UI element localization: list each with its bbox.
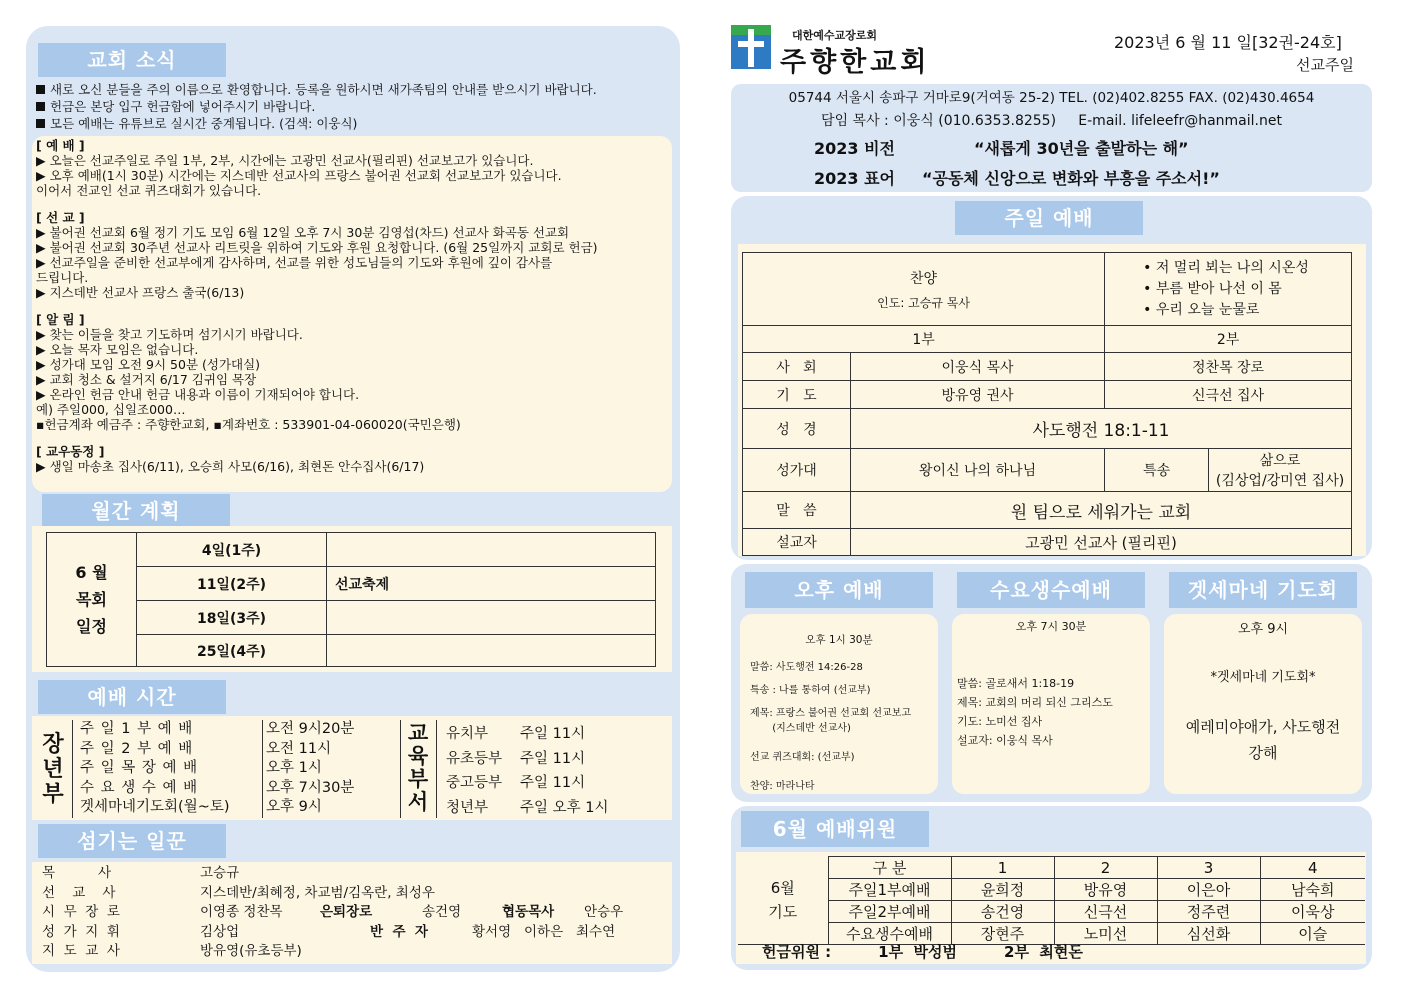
special-song: 삶으로 (김상업/강미연 집사) [1209, 449, 1352, 492]
vision-label: 2023 비전 [814, 139, 896, 158]
edu-label: 교육부서 [407, 721, 429, 814]
address: 05744 서울시 송파구 거마로9(거여동 25-2) TEL. (02)402.8255 FAX. (02)430.4654 [788, 90, 1315, 106]
date-line: 2023년 6 월 11 일[32권-24호] [1114, 33, 1342, 52]
section-line: ▶ 선교주일을 준비한 선교부에게 감사하며, 선교를 위한 성도님들의 기도와 후원에 깊이 감사를 [36, 255, 553, 270]
monthly-date: 25일(4주) [137, 635, 327, 667]
praise-songs: • 저 멀리 뵈는 나의 시온성 • 부름 받아 나선 이 몸 • 우리 오늘 눈물로 [1105, 253, 1352, 326]
section-line: ▶ 불어권 선교회 6월 정기 기도 모임 6월 12일 오후 7시 30분 김영섭(차드) 선교사 화곡동 선교회 [36, 225, 570, 240]
committee-col: 4 [1260, 857, 1365, 879]
table-cell: 주일1부예배 [828, 879, 951, 901]
list-item: 유치부 주일 11시 [446, 726, 586, 742]
table-cell: 주일2부예배 [828, 901, 951, 923]
row-value: 정찬목 장로 [1105, 353, 1352, 381]
monthly-label: 6 월 목회 일정 [47, 533, 137, 667]
table-cell: 수요생수예배 [828, 923, 951, 945]
row-label: 성가대 [743, 449, 851, 492]
list-item: 성 가 지 휘 김상업 반 주 자 황서영 이하은 최수연 [42, 923, 616, 940]
list-item: 겟세마네기도회(월~토) 오후 9시 [80, 799, 322, 815]
list-item: 주 일 2 부 예 배 오전 11시 [80, 740, 332, 757]
news-item: 새로 오신 분들을 주의 이름으로 환영합니다. 등록을 원하시면 새가족팀의 안내를 받으시기 바랍니다. [36, 82, 597, 97]
gethsemane-title: *겟세마네 기도회* [1210, 670, 1316, 685]
table-cell: 노미선 [1054, 923, 1157, 945]
list-item: 목 사 고승규 [42, 865, 240, 881]
section-line: ▶ 찾는 이들을 찾고 기도하며 섬기시기 바랍니다. [36, 327, 303, 342]
section-line: ▶ 오후 예배(1시 30분) 시간에는 지스데반 선교사의 프랑스 불어권 선교회 선교보고가 있습니다. [36, 168, 562, 183]
sunday-header: 주일 예배 [955, 201, 1143, 235]
wednesday-header: 수요생수예배 [957, 572, 1145, 608]
section-title: [ 알 림 ] [36, 312, 85, 327]
row-label: 성 경 [743, 409, 851, 449]
list-item: 주 일 목 장 예 배 오후 1시 [80, 760, 322, 776]
section-mission [36, 210, 666, 300]
sunday-type: 선교주일 [1296, 56, 1354, 74]
row-value: 이웅식 목사 [851, 353, 1105, 381]
committee-header: 6월 예배위원 [741, 811, 929, 847]
row-label: 사 회 [743, 353, 851, 381]
list-item: 청년부 주일 오후 1시 [446, 799, 609, 816]
special-label: 특송 [1105, 449, 1209, 492]
section-line: ▶ 성가대 모임 오전 9시 50분 (성가대실) [36, 357, 261, 372]
praise-cell: 찬양 인도: 고승규 목사 [743, 253, 1105, 326]
table-cell: 신극선 [1054, 901, 1157, 923]
section-line: 이어서 전교인 선교 퀴즈대회가 있습니다. [36, 183, 262, 198]
news-sections [36, 138, 666, 474]
committee-label: 6월 기도 [738, 857, 828, 945]
section-line: ▶ 지스데반 선교사 프랑스 출국(6/13) [36, 285, 245, 300]
church-name: 주향한교회 [780, 47, 931, 78]
monthly-date: 18일(3주) [137, 601, 327, 635]
news-item: 헌금은 본당 입구 헌금함에 넣어주시기 바랍니다. [36, 99, 315, 114]
section-line: 드립니다. [36, 270, 89, 285]
sermon-title: 원 팀으로 세워가는 교회 [851, 492, 1352, 529]
section-title: [ 교우동정 ] [36, 444, 105, 459]
wednesday-time: 오후 7시 30분 [1015, 620, 1087, 633]
section-line: 예) 주일000, 십일조000… [36, 402, 186, 417]
table-cell: 송건영 [951, 901, 1054, 923]
edu-list [446, 722, 666, 820]
news-header: 교회 소식 [38, 43, 226, 77]
monthly-event: 선교축제 [327, 567, 656, 601]
table-cell: 윤희정 [951, 879, 1054, 901]
committee-col: 구 분 [828, 857, 951, 879]
section-title: [ 선 교 ] [36, 210, 85, 225]
servants-header: 섬기는 일꾼 [38, 824, 226, 858]
choir-song: 왕이신 나의 하나님 [851, 449, 1105, 492]
monthly-date: 11일(2주) [137, 567, 327, 601]
bullet-icon [36, 119, 45, 128]
pastor-line: 담임 목사 : 이웅식 (010.6353.8255) E-mail. lifeleefr@hanmail.net [821, 113, 1282, 129]
table-cell: 남숙희 [1260, 879, 1365, 901]
section-line: ▪헌금계좌 예금주 : 주향한교회, ▪계좌번호 : 533901-04-060020(국민은행) [36, 417, 461, 432]
table-cell: 심선화 [1157, 923, 1260, 945]
vision: “새롭게 30년을 출발하는 해” [974, 139, 1189, 158]
adult-list [80, 720, 400, 818]
preacher: 고광민 선교사 (필리핀) [851, 529, 1352, 556]
committee-col: 1 [951, 857, 1054, 879]
list-item: 선 교 사 지스데반/최혜정, 차교범/김옥란, 최성우 [42, 884, 435, 901]
monthly-event [327, 635, 656, 667]
committee-col: 3 [1157, 857, 1260, 879]
section-line: ▶ 오늘은 선교주일로 주일 1부, 2부, 시간에는 고광민 선교사(필리핀) 선교보고가 있습니다. [36, 153, 534, 168]
list-item: 주 일 1 부 예 배 오전 9시20분 [80, 721, 355, 737]
table-cell: 이슬 [1260, 923, 1365, 945]
servants-list [42, 864, 667, 962]
wednesday-details: 말씀: 골로새서 1:18-19 제목: 교회의 머리 되신 그리스도 기도: 노미선 집사 설교자: 이웅식 목사 [957, 677, 1113, 747]
scripture: 사도행전 18:1-11 [851, 409, 1352, 449]
news-item: 모든 예배는 유튜브로 실시간 중계됩니다. (검색: 이웅식) [36, 116, 357, 131]
gethsemane-details: 예레미야애가, 사도행전 강해 [1185, 718, 1341, 762]
afternoon-time: 오후 1시 30분 [805, 634, 873, 646]
list-item: 시 무 장 로 이영종 정찬목 은퇴장로 송건영 협동목사 안승우 [42, 904, 624, 920]
row-label: 설교자 [743, 529, 851, 556]
committee-col: 2 [1054, 857, 1157, 879]
row-value: 방유영 권사 [851, 381, 1105, 409]
bullet-icon [36, 85, 45, 94]
section-line: ▶ 온라인 헌금 안내 헌금 내용과 이름이 기재되어야 합니다. [36, 387, 360, 402]
section-line: ▶ 생일 마송초 집사(6/11), 오승희 사모(6/16), 최현돈 안수집사(6/17) [36, 459, 425, 474]
monthly-table [46, 532, 656, 667]
worship-time-header: 예배 시간 [38, 680, 226, 714]
monthly-header: 월간 계획 [42, 494, 230, 528]
monthly-event [327, 601, 656, 635]
row-value: 신극선 집사 [1105, 381, 1352, 409]
col-1-header: 1부 [743, 326, 1105, 353]
church-logo [731, 25, 771, 69]
denomination: 대한예수교장로회 [792, 29, 878, 42]
table-cell: 장현주 [951, 923, 1054, 945]
section-line: ▶ 불어권 선교회 30주년 선교사 리트릿을 위하여 기도와 후원 요청합니다. (6월 25일까지 교회로 헌금) [36, 240, 598, 255]
offering-committee: 헌금위원 : 1부 박성범 2부 최현돈 [762, 943, 1083, 961]
section-title: [ 예 배 ] [36, 138, 85, 153]
table-cell: 방유영 [1054, 879, 1157, 901]
row-label: 기 도 [743, 381, 851, 409]
edu-divider [400, 720, 401, 818]
table-cell: 정주련 [1157, 901, 1260, 923]
list-item: 수 요 생 수 예 배 오후 7시30분 [80, 779, 355, 796]
committee-table [738, 856, 1365, 945]
adult-label: 장년부 [42, 732, 64, 807]
afternoon-header: 오후 예배 [745, 572, 933, 608]
list-item: 중고등부 주일 11시 [446, 775, 586, 791]
list-item: 유초등부 주일 11시 [446, 750, 586, 767]
section-line: ▶ 교회 청소 & 설거지 6/17 김귀임 목장 [36, 372, 257, 387]
monthly-event [327, 533, 656, 567]
gethsemane-header: 겟세마네 기도회 [1169, 572, 1357, 608]
monthly-date: 4일(1주) [137, 533, 327, 567]
section-line: ▶ 오늘 목자 모임은 없습니다. [36, 342, 199, 357]
motto: “공동체 신앙으로 변화와 부흥을 주소서!” [922, 169, 1220, 188]
col-2-header: 2부 [1105, 326, 1352, 353]
table-cell: 이욱상 [1260, 901, 1365, 923]
afternoon-details: 말씀: 사도행전 14:26-28 특송 : 나를 통하여 (선교부) 제목: 프랑스 불어권 선교회 선교보고 (지스데반 선교사) 선교 퀴즈대회: (선교부) 찬양: 마라나타 [750, 662, 911, 792]
sunday-table [742, 252, 1352, 556]
motto-label: 2023 표어 [814, 169, 896, 188]
row-label: 말 씀 [743, 492, 851, 529]
section-worship [36, 138, 666, 198]
list-item: 지 도 교 사 방유영(유초등부) [42, 943, 302, 959]
section-members [36, 444, 666, 474]
gethsemane-box [1164, 614, 1362, 794]
table-cell: 이은아 [1157, 879, 1260, 901]
gethsemane-time: 오후 9시 [1237, 622, 1289, 637]
edu-divider [436, 720, 437, 818]
bullet-icon [36, 102, 45, 111]
section-notice [36, 312, 666, 432]
adult-divider [72, 720, 73, 818]
